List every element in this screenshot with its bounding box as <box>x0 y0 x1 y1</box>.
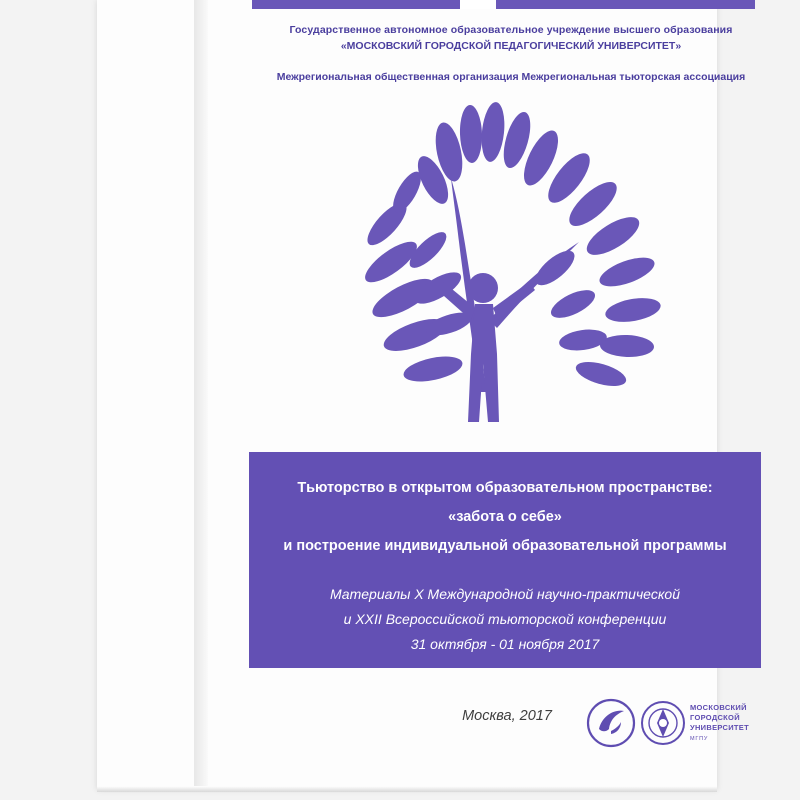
title-line-2: «забота о себе» <box>448 509 562 525</box>
subtitle-block <box>275 582 735 657</box>
university-logo <box>640 696 764 750</box>
association-line: Межрегиональная общественная организация Межрегиональная тьюторская ассоциация <box>276 71 746 83</box>
title-panel <box>249 452 761 668</box>
publisher-header <box>208 22 800 83</box>
subtitle-line-3: 31 октября - 01 ноября 2017 <box>410 636 600 652</box>
page-bottom-edge <box>97 786 717 792</box>
book-cover <box>97 0 749 790</box>
mgpu-mark-icon <box>640 700 686 746</box>
university-logo-line-3: УНИВЕРСИТЕТ <box>690 722 749 732</box>
book-spine <box>194 0 208 790</box>
university-logo-text <box>690 703 749 744</box>
tree-and-person-emblem <box>283 92 713 432</box>
university-logo-line-2: ГОРОДСКОЙ <box>690 712 740 722</box>
organization-line-1: Государственное автономное образовательное учреждение высшего образования <box>289 24 733 36</box>
subtitle-line-2: и XXII Всероссийской тьюторской конференции <box>343 611 667 627</box>
top-bar-gap <box>460 0 496 9</box>
university-logo-line-1: МОСКОВСКИЙ <box>690 702 747 712</box>
organization-line-2: «МОСКОВСКИЙ ГОРОДСКОЙ ПЕДАГОГИЧЕСКИЙ УНИВЕРСИТЕТ» <box>340 40 682 52</box>
dolphin-logo <box>586 698 636 748</box>
title-line-1: Тьюторство в открытом образовательном пространстве: <box>297 480 713 496</box>
university-logo-abbr: МГПУ <box>690 735 709 742</box>
title-line-3: и построение индивидуальной образовательной программы <box>283 538 727 554</box>
imprint-city-year: Москва, 2017 <box>462 708 552 724</box>
top-purple-bar <box>252 0 755 9</box>
subtitle-line-1: Материалы X Международной научно-практической <box>329 586 680 602</box>
